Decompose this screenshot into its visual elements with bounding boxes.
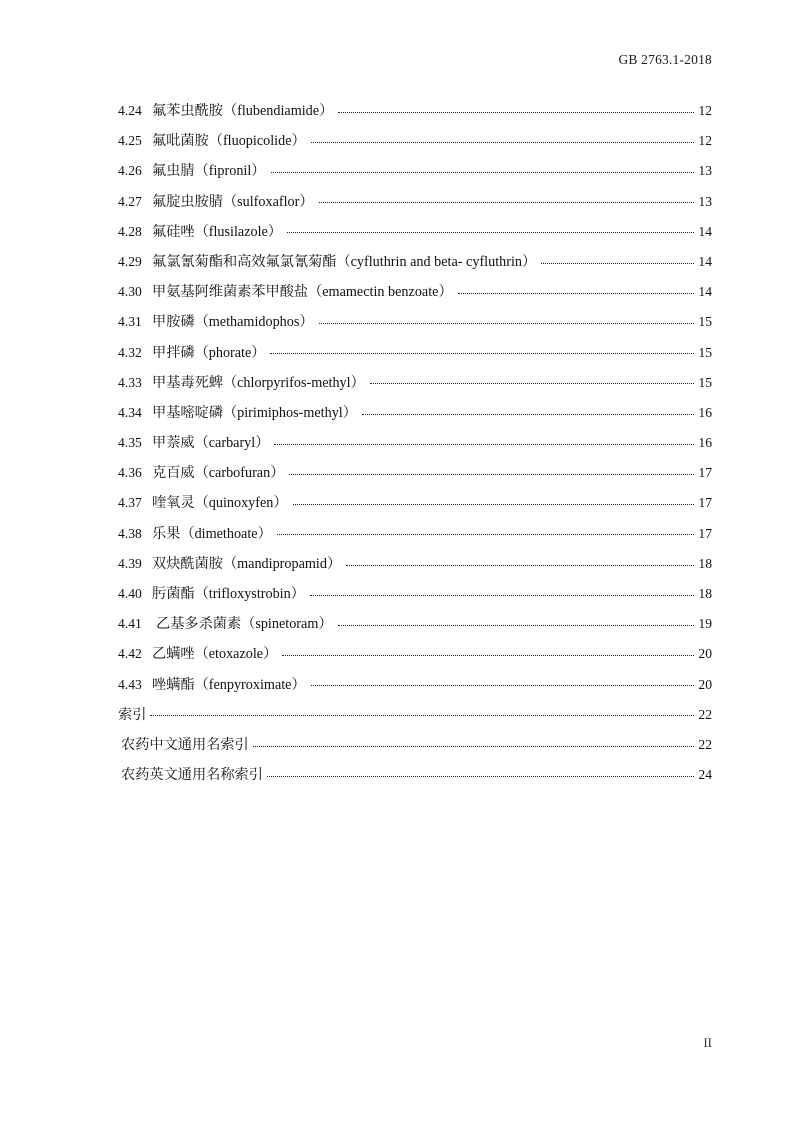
toc-entry-title: 甲拌磷（phorate） — [152, 344, 266, 361]
toc-dot-leader — [319, 191, 694, 205]
toc-entry-title: 氟虫腈（fipronil） — [152, 163, 266, 180]
toc-entry[interactable] — [118, 704, 712, 734]
toc-entry-page-number: 17 — [698, 465, 712, 481]
toc-entry-title: 氟氯氰菊酯和高效氟氯氰菊酯（cyfluthrin and beta- cyfluthrin） — [152, 253, 537, 270]
toc-entry-page-number: 24 — [698, 767, 712, 783]
toc-entry[interactable] — [118, 553, 712, 583]
toc-dot-leader — [458, 282, 694, 296]
toc-entry-title: 克百威（carbofuran） — [152, 465, 285, 482]
toc-entry-number: 4.28 — [118, 223, 142, 239]
toc-entry[interactable] — [118, 251, 712, 281]
toc-entry-number: 4.41 — [118, 616, 142, 632]
toc-dot-leader — [274, 433, 694, 447]
toc-entry-number: 4.36 — [118, 465, 142, 481]
toc-entry[interactable] — [118, 160, 712, 190]
toc-entry-page-number: 22 — [698, 736, 712, 752]
toc-entry-number: 4.25 — [118, 133, 142, 149]
toc-entry-title: 唑螨酯（fenpyroximate） — [152, 676, 306, 693]
toc-entry-title: 索引 — [118, 706, 147, 723]
toc-dot-leader — [362, 403, 694, 417]
toc-entry[interactable] — [118, 674, 712, 704]
toc-entry-title: 喹氧灵（quinoxyfen） — [152, 495, 288, 512]
toc-dot-leader — [338, 614, 694, 628]
page-number-folio: II — [703, 1035, 712, 1050]
toc-entry-page-number: 18 — [698, 555, 712, 571]
toc-entry-number: 4.29 — [118, 253, 142, 269]
toc-entry-number: 4.33 — [118, 374, 142, 390]
toc-dot-leader — [150, 705, 694, 719]
toc-entry[interactable] — [118, 281, 712, 311]
toc-entry[interactable] — [118, 462, 712, 492]
toc-entry-title: 双炔酰菌胺（mandipropamid） — [152, 555, 342, 572]
toc-entry-page-number: 15 — [698, 314, 712, 330]
toc-entry-title: 乙螨唑（etoxazole） — [152, 646, 278, 663]
toc-dot-leader — [346, 554, 694, 568]
toc-entry[interactable] — [118, 342, 712, 372]
toc-dot-leader — [311, 131, 694, 145]
toc-dot-leader — [293, 493, 694, 507]
toc-entry-number: 4.38 — [118, 525, 142, 541]
toc-entry-page-number: 15 — [698, 344, 712, 360]
toc-entry[interactable] — [118, 583, 712, 613]
toc-entry-page-number: 14 — [698, 284, 712, 300]
toc-dot-leader — [310, 584, 694, 598]
toc-entry[interactable] — [118, 643, 712, 673]
toc-entry-number: 4.32 — [118, 344, 142, 360]
toc-entry[interactable] — [118, 221, 712, 251]
toc-entry-number: 4.37 — [118, 495, 142, 511]
toc-entry-title: 农药中文通用名索引 — [121, 736, 249, 753]
toc-entry-page-number: 17 — [698, 525, 712, 541]
toc-entry[interactable] — [118, 432, 712, 462]
toc-entry-title: 甲氨基阿维菌素苯甲酸盐（emamectin benzoate） — [152, 284, 453, 301]
toc-entry-number: 4.34 — [118, 404, 142, 420]
toc-entry-number: 4.27 — [118, 193, 142, 209]
toc-dot-leader — [271, 161, 695, 175]
toc-dot-leader — [338, 101, 694, 115]
toc-entry-page-number: 12 — [698, 103, 712, 118]
toc-entry[interactable] — [118, 100, 712, 130]
toc-entry-title: 甲基毒死蜱（chlorpyrifos-methyl） — [152, 374, 365, 391]
toc-entry[interactable] — [118, 764, 712, 794]
toc-entry-page-number: 15 — [698, 374, 712, 390]
toc-dot-leader — [253, 735, 694, 749]
toc-entry-number: 4.35 — [118, 435, 142, 451]
toc-entry-number: 4.31 — [118, 314, 142, 330]
toc-entry-page-number: 13 — [698, 193, 712, 209]
toc-dot-leader — [282, 644, 694, 658]
running-header: GB 2763.1-2018 — [618, 52, 712, 67]
toc-entry-number: 4.43 — [118, 676, 142, 692]
toc-entry-title: 氟硅唑（flusilazole） — [152, 223, 283, 240]
toc-dot-leader — [370, 373, 694, 387]
toc-entry[interactable] — [118, 191, 712, 221]
toc-entry-page-number: 20 — [698, 646, 712, 662]
toc-entry-page-number: 16 — [698, 404, 712, 420]
table-of-contents — [118, 100, 712, 794]
toc-entry-page-number: 18 — [698, 586, 712, 601]
toc-entry-number: 4.24 — [118, 103, 142, 118]
toc-entry-number: 4.26 — [118, 163, 142, 179]
toc-entry-title: 乙基多杀菌素（spinetoram） — [156, 616, 333, 633]
toc-entry-page-number: 14 — [698, 223, 712, 239]
toc-dot-leader — [541, 252, 694, 266]
toc-entry-title: 甲萘威（carbaryl） — [152, 435, 270, 452]
toc-entry-title: 甲胺磷（methamidophos） — [152, 314, 314, 331]
toc-entry-number: 4.30 — [118, 284, 142, 300]
toc-entry-title: 肟菌酯（trifloxystrobin） — [152, 586, 305, 602]
toc-dot-leader — [287, 222, 694, 236]
toc-entry-title: 氟苯虫酰胺（flubendiamide） — [152, 103, 334, 119]
toc-entry-title: 氟腚虫胺腈（sulfoxaflor） — [152, 193, 314, 210]
toc-dot-leader — [319, 312, 694, 326]
toc-dot-leader — [289, 463, 694, 477]
toc-entry-page-number: 20 — [698, 676, 712, 692]
toc-entry[interactable] — [118, 492, 712, 522]
toc-entry-number: 4.42 — [118, 646, 142, 662]
toc-entry-title: 乐果（dimethoate） — [152, 525, 272, 542]
toc-entry-title: 农药英文通用名称索引 — [121, 767, 263, 784]
toc-dot-leader — [277, 523, 694, 537]
toc-entry[interactable] — [118, 523, 712, 553]
toc-dot-leader — [267, 765, 694, 779]
toc-entry[interactable] — [118, 372, 712, 402]
toc-entry-number: 4.40 — [118, 586, 142, 601]
toc-entry-title: 甲基嘧啶磷（pirimiphos-methyl） — [152, 404, 357, 421]
toc-entry-page-number: 14 — [698, 253, 712, 269]
toc-entry-title: 氟吡菌胺（fluopicolide） — [152, 133, 306, 150]
toc-entry[interactable] — [118, 613, 712, 643]
toc-entry-number: 4.39 — [118, 555, 142, 571]
toc-entry-page-number: 19 — [698, 616, 712, 632]
toc-entry[interactable] — [118, 311, 712, 341]
toc-entry[interactable] — [118, 402, 712, 432]
toc-dot-leader — [311, 674, 694, 688]
toc-entry-page-number: 22 — [698, 706, 712, 722]
toc-entry-page-number: 13 — [698, 163, 712, 179]
toc-entry[interactable] — [118, 130, 712, 160]
toc-dot-leader — [270, 342, 694, 356]
toc-entry-page-number: 12 — [698, 133, 712, 149]
toc-entry-page-number: 17 — [698, 495, 712, 511]
toc-entry[interactable] — [118, 734, 712, 764]
toc-entry-page-number: 16 — [698, 435, 712, 451]
